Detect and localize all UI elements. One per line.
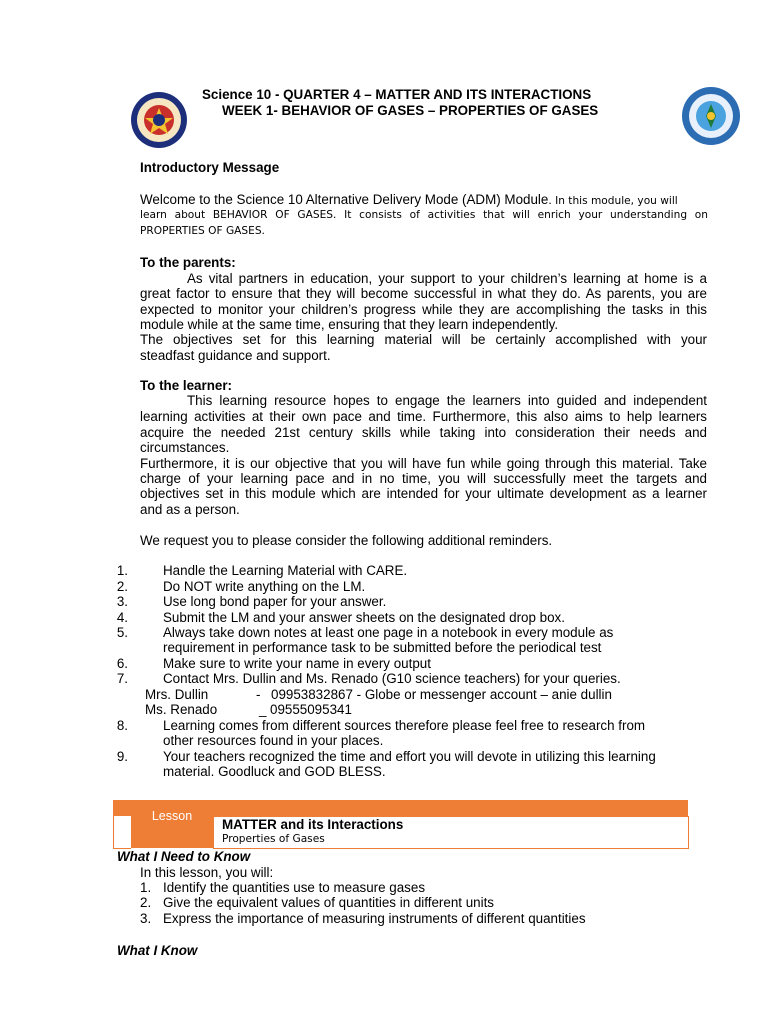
school-seal-icon xyxy=(129,91,189,149)
contact-name: Mrs. Dullin xyxy=(145,687,209,702)
reminder-text: Make sure to write your name in every output xyxy=(163,656,431,671)
parents-line: steadfast guidance and support. xyxy=(140,348,331,363)
reminder-number: 7. xyxy=(116,671,128,686)
learner-line: Furthermore, it is our objective that you will have fun while going through this material. Take xyxy=(140,456,707,471)
reminder-text: Your teachers recognized the time and effort you will devote in utilizing this learning xyxy=(163,749,656,764)
parents-line: expected to monitor your children’s progress while they are accomplishing the tasks in this xyxy=(140,302,707,317)
lesson-label: Lesson xyxy=(151,809,193,823)
reminder-number: 3. xyxy=(116,594,128,609)
objective-number: 3. xyxy=(140,911,152,926)
intro-line1-b: . In this module, you will xyxy=(548,195,678,207)
contact-info: 09953832867 - Globe or messenger account – anie dullin xyxy=(271,687,612,702)
objective-text: Identify the quantities use to measure gases xyxy=(163,880,426,895)
contact-info: 09555095341 xyxy=(270,702,352,717)
reminder-continuation: material. Goodluck and GOD BLESS. xyxy=(163,764,386,779)
reminder-continuation: requirement in performance task to be submitted before the periodical test xyxy=(163,640,602,655)
learner-line: and as a person. xyxy=(140,502,240,517)
parents-line: great factor to ensure that they will become successful in what they do. As parents, you are xyxy=(140,286,707,301)
lesson-subtitle: Properties of Gases xyxy=(222,833,325,845)
parents-heading: To the parents: xyxy=(140,255,236,270)
reminder-number: 8. xyxy=(116,718,128,733)
intro-heading: Introductory Message xyxy=(140,160,280,175)
reminder-number: 5. xyxy=(116,625,128,640)
intro-line1-a: Welcome to the Science 10 Alternative Delivery Mode (ADM) Module xyxy=(140,192,549,207)
need-to-know-intro: In this lesson, you will: xyxy=(140,865,274,880)
parents-line: module while at the same time, ensuring that they learn independently. xyxy=(140,317,559,332)
contact-separator: _ xyxy=(259,702,267,717)
objective-number: 2. xyxy=(140,895,152,910)
lesson-label-box xyxy=(131,800,213,848)
intro-line3: PROPERTIES OF GASES. xyxy=(140,225,265,237)
learner-line: objectives set in this module which are intended for your ultimate development as a learner xyxy=(140,486,707,501)
learner-heading: To the learner: xyxy=(140,378,233,393)
lesson-subtitle-row xyxy=(213,832,689,849)
reminder-text: Use long bond paper for your answer. xyxy=(163,594,387,609)
reminder-number: 2. xyxy=(116,579,128,594)
reminder-continuation: other resources found in your places. xyxy=(163,733,384,748)
intro-line2: learn about BEHAVIOR OF GASES. It consists of activities that will enrich your understanding on xyxy=(140,209,708,221)
lesson-title: MATTER and its Interactions xyxy=(222,817,404,832)
reminder-number: 1. xyxy=(116,563,128,578)
learner-line: learning activities at their own pace and time. Furthermore, this also aims to help learners xyxy=(140,409,707,424)
reminder-number: 4. xyxy=(116,610,128,625)
reminder-number: 6. xyxy=(116,656,128,671)
reminder-text: Learning comes from different sources therefore please feel free to research from xyxy=(163,718,646,733)
reminders-intro: We request you to please consider the following additional reminders. xyxy=(140,533,553,548)
objective-number: 1. xyxy=(140,880,152,895)
page-title-line2: WEEK 1- BEHAVIOR OF GASES – PROPERTIES OF GASES xyxy=(222,103,599,118)
lesson-banner-edge xyxy=(113,816,131,849)
what-i-know-heading: What I Know xyxy=(117,943,198,958)
reminder-text: Submit the LM and your answer sheets on the designated drop box. xyxy=(163,610,565,625)
parents-line: The objectives set for this learning material will be certainly accomplished with your xyxy=(140,332,707,347)
contact-name: Ms. Renado xyxy=(145,702,218,717)
reminder-text: Always take down notes at least one page in a notebook in every module as xyxy=(163,625,614,640)
learner-line: acquire the needed 21st century skills while taking into consideration their needs and xyxy=(140,425,707,440)
learner-line: circumstances. xyxy=(140,440,230,455)
parents-line: As vital partners in education, your support to your children’s learning at home is a xyxy=(187,271,707,286)
page-title-line1: Science 10 - QUARTER 4 – MATTER AND ITS INTERACTIONS xyxy=(202,87,592,102)
intro-line1 xyxy=(140,192,678,210)
division-seal-icon xyxy=(680,86,742,146)
learner-line: charge of your learning pace and in no time, you will successfully meet the targets and xyxy=(140,471,707,486)
reminder-text: Handle the Learning Material with CARE. xyxy=(163,563,408,578)
reminder-number: 9. xyxy=(116,749,128,764)
reminder-text: Contact Mrs. Dullin and Ms. Renado (G10 science teachers) for your queries. xyxy=(163,671,621,686)
objective-text: Give the equivalent values of quantities in different units xyxy=(163,895,495,910)
reminder-text: Do NOT write anything on the LM. xyxy=(163,579,366,594)
learner-line: This learning resource hopes to engage the learners into guided and independent xyxy=(187,393,707,408)
need-to-know-heading: What I Need to Know xyxy=(117,849,251,864)
contact-separator: - xyxy=(256,687,261,702)
objective-text: Express the importance of measuring instruments of different quantities xyxy=(163,911,586,926)
